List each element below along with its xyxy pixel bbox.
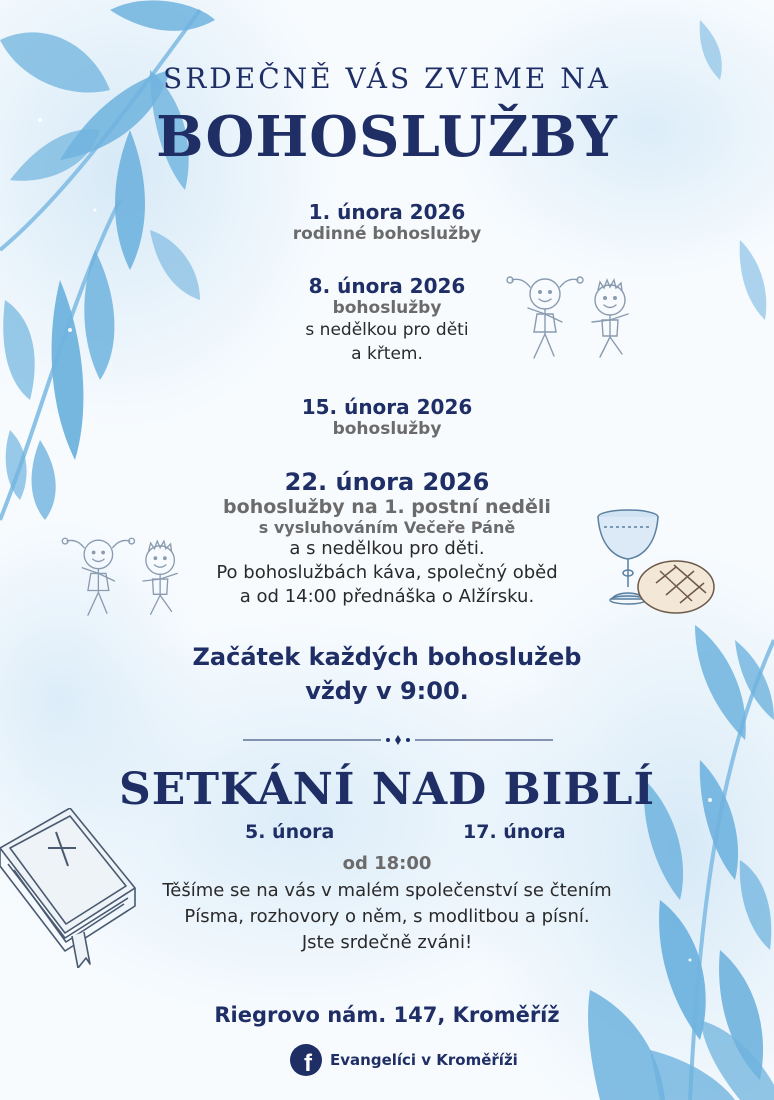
service-entry	[0, 274, 774, 366]
children-drawing-icon	[52, 524, 197, 619]
service-entry	[0, 200, 774, 244]
service-description: bohoslužby na 1. postní neděli	[223, 496, 551, 518]
facebook-link[interactable]	[290, 1043, 518, 1077]
bible-meeting-title: SETKÁNÍ NAD BIBLÍ	[118, 764, 656, 815]
service-entry	[0, 395, 774, 439]
service-date: 15. února 2026	[301, 395, 473, 419]
service-date: 22. února 2026	[284, 468, 490, 496]
bible-text-line: Těšíme se na vás v malém společenství se čtením	[162, 880, 612, 901]
bible-meeting-time: od 18:00	[342, 853, 432, 874]
service-date: 1. února 2026	[308, 200, 466, 224]
bible-meeting-date: 17. února	[463, 821, 566, 843]
children-drawing-icon	[500, 262, 645, 362]
bible-book-icon	[0, 808, 142, 968]
start-line-1: Začátek každých bohoslužeb	[192, 643, 582, 671]
invitation-subtitle: SRDEČNĚ VÁS ZVEME NA	[163, 62, 611, 95]
service-note: a s nedělkou pro děti.	[289, 538, 485, 559]
service-note: s nedělkou pro děti	[305, 320, 469, 340]
service-description: bohoslužby	[332, 298, 442, 318]
service-description-secondary: s vysluhováním Večeře Páně	[258, 518, 516, 537]
bible-meeting-date: 5. února	[245, 821, 335, 843]
address: Riegrovo nám. 147, Kroměříž	[214, 1003, 560, 1027]
facebook-label: Evangelíci v Kroměříži	[330, 1051, 518, 1069]
bible-text-line: Jste srdečně zváni!	[301, 932, 473, 953]
service-description: bohoslužby	[332, 419, 442, 439]
service-description: rodinné bohoslužby	[292, 224, 482, 244]
service-note: a křtem.	[351, 344, 423, 364]
chalice-bread-icon	[594, 505, 719, 617]
bible-text-line: Písma, rozhovory o něm, s modlitbou a písní.	[184, 906, 590, 927]
facebook-icon: f	[290, 1044, 322, 1076]
ornament-divider	[243, 735, 553, 745]
start-time-note	[0, 640, 774, 708]
service-note: Po bohoslužbách káva, společný oběd	[216, 562, 558, 583]
page-title: BOHOSLUŽBY	[156, 104, 618, 170]
service-date: 8. února 2026	[308, 274, 466, 298]
start-line-2: vždy v 9:00.	[305, 677, 469, 705]
service-note: a od 14:00 přednáška o Alžírsku.	[239, 586, 535, 607]
